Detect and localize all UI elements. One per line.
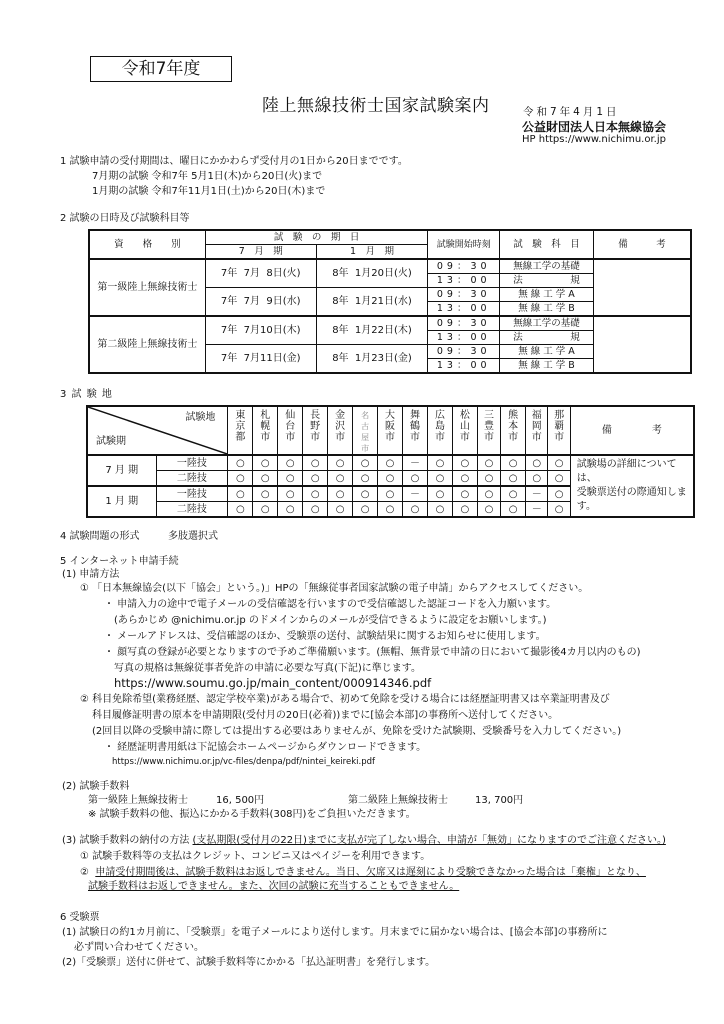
july-date-cell: 7年 7月 9日(水) <box>205 288 316 317</box>
section5-item2-line1: ② 科目免除希望(業務経歴、認定学校卒業)がある場合で、初めて免除を受ける場合には経歴証明書又は卒業証明書及び <box>80 694 610 705</box>
payment-item2-number: ② <box>80 867 89 878</box>
payment-deadline-warning: (支払期限(受付月の22日)までに支払が完了しない場合、申請が「無効」になりますのでご注意ください。) <box>192 835 666 846</box>
city-header <box>403 406 428 455</box>
city-name: 三豊市 <box>483 410 494 443</box>
start-time-cell: 13：00 <box>428 274 500 288</box>
available-mark: ○ <box>378 455 403 471</box>
payment-item2-line1 <box>80 866 646 880</box>
january-date-cell: 8年 1月22日(木) <box>316 316 428 345</box>
available-mark: ○ <box>452 486 477 502</box>
fee-second-value: 13, 700円 <box>475 795 524 806</box>
available-mark: ○ <box>477 486 500 502</box>
remarks-line: 受験票送付の際通知します。 <box>576 487 687 512</box>
city-name: 広島市 <box>434 410 445 443</box>
section3-heading: 3 試 験 地 <box>60 389 113 400</box>
section4-value: 多肢選択式 <box>168 531 218 542</box>
available-mark: ○ <box>378 486 403 502</box>
available-mark: ○ <box>278 471 303 487</box>
available-mark: ○ <box>303 486 328 502</box>
city-header <box>228 406 253 455</box>
corner-label-location: 試験地 <box>185 412 216 423</box>
city-name: 東京都 <box>235 410 246 443</box>
remarks-header: 備 考 <box>570 406 694 455</box>
available-mark: ○ <box>278 502 303 518</box>
available-mark: ○ <box>501 502 526 518</box>
available-mark: ○ <box>353 455 378 471</box>
section1-line-july: 7月期の試験 令和7年 5月1日(木)から20日(火)まで <box>92 171 323 182</box>
available-mark: ○ <box>228 471 253 487</box>
section6-line2: 必ず問い合わせてください。 <box>74 942 204 953</box>
start-time-cell: 13：00 <box>428 359 500 374</box>
schedule-row <box>89 259 691 274</box>
available-mark: ○ <box>278 486 303 502</box>
available-mark: ○ <box>452 502 477 518</box>
fee-second-label: 第二級陸上無線技術士 <box>348 795 448 806</box>
keireki-download-link[interactable]: https://www.nichimu.or.jp/vc-files/denpa/pdf/nintei_keireki.pdf <box>112 757 375 767</box>
fee-first-value: 16, 500円 <box>216 795 265 806</box>
available-mark: ○ <box>228 455 253 471</box>
available-mark: ○ <box>501 486 526 502</box>
city-header <box>328 406 353 455</box>
start-time-cell: 09：30 <box>428 316 500 331</box>
remarks-cell <box>593 259 691 316</box>
city-header <box>353 406 378 455</box>
subject-cell: 法 規 <box>500 331 594 345</box>
available-mark: ○ <box>403 502 428 518</box>
available-mark: ○ <box>403 471 428 487</box>
available-mark: ○ <box>477 455 500 471</box>
available-mark: ○ <box>501 471 526 487</box>
exam-schedule-table <box>88 229 692 374</box>
available-mark: ○ <box>328 471 353 487</box>
city-header <box>452 406 477 455</box>
section6-line1: (1) 試験日の約1カ月前に、「受験票」を電子メールにより送付します。月末までに届かない場合は、[協会本部]の事務所に <box>62 927 608 938</box>
location-row <box>87 455 694 471</box>
available-mark: ○ <box>548 455 570 471</box>
available-mark: ○ <box>427 486 452 502</box>
soumu-photo-link[interactable]: https://www.soumu.go.jp/main_content/000914346.pdf <box>114 676 432 690</box>
section5-sub1-item1: ① 「日本無線協会(以下「協会」という。)」HPの「無線従事者国家試験の電子申請」からアクセスしてください。 <box>80 583 589 594</box>
available-mark: ○ <box>228 502 253 518</box>
section6-heading: 6 受験票 <box>60 912 100 923</box>
available-mark: ○ <box>353 486 378 502</box>
available-mark: ○ <box>253 471 278 487</box>
available-mark: ○ <box>526 455 548 471</box>
subject-cell: 無 線 工 学 A <box>500 288 594 302</box>
year-label: 令和7年度 <box>90 56 232 82</box>
city-header <box>378 406 403 455</box>
license-type: 二陸技 <box>156 471 228 487</box>
available-mark: ○ <box>303 471 328 487</box>
subject-cell: 無線工学の基礎 <box>500 259 594 274</box>
july-date-cell: 7年 7月10日(木) <box>205 316 316 345</box>
qualification-cell: 第二級陸上無線技術士 <box>89 316 205 373</box>
section4-heading: 4 試験問題の形式 <box>60 531 140 542</box>
available-mark: ○ <box>328 486 353 502</box>
available-mark: ○ <box>477 471 500 487</box>
issue-date: 令和7年4月1日 <box>523 106 620 118</box>
license-type: 二陸技 <box>156 502 228 518</box>
payment-item1: ① 試験手数料等の支払はクレジット、コンビニ又はペイジーを利用できます。 <box>80 851 431 862</box>
header-subject: 試 験 科 目 <box>500 230 594 259</box>
available-mark: ○ <box>253 502 278 518</box>
city-header <box>501 406 526 455</box>
city-name: 長野市 <box>310 410 321 443</box>
available-mark: ○ <box>548 471 570 487</box>
subject-cell: 無 線 工 学 A <box>500 345 594 359</box>
header-remarks: 備 考 <box>593 230 691 259</box>
header-july: 7 月 期 <box>205 245 316 260</box>
section2-heading: 2 試験の日時及び試験科目等 <box>60 213 190 224</box>
city-name: 金沢市 <box>335 410 346 443</box>
city-name: 舞鶴市 <box>409 410 420 443</box>
city-header <box>526 406 548 455</box>
available-mark: ○ <box>253 486 278 502</box>
payment-method-heading: (3) 試験手数料の納付の方法 <box>62 835 190 846</box>
city-name: 札幌市 <box>260 410 271 443</box>
available-mark: ○ <box>526 471 548 487</box>
corner-label-period: 試験期 <box>96 436 126 447</box>
available-mark: ○ <box>452 455 477 471</box>
city-name: 熊本市 <box>508 410 519 443</box>
remarks-cell <box>570 455 694 517</box>
section5-sub1-heading: (1) 申請方法 <box>62 569 120 580</box>
section5-item2-bullet: ・ 経歴証明書用紙は下記協会ホームページからダウンロードできます。 <box>104 742 427 753</box>
available-mark: ○ <box>328 455 353 471</box>
available-mark: ○ <box>501 455 526 471</box>
available-mark: ○ <box>427 471 452 487</box>
refund-policy-text: 申請受付期間後は、試験手数料はお返しできません。当日、欠席又は遅刻により受験できなかった場合は「棄権」となり、 <box>95 867 646 878</box>
city-header <box>477 406 500 455</box>
city-header <box>278 406 303 455</box>
section5-item2-line3: (2回目以降の受験申請に際しては提出する必要はありませんが、免除を受けた試験期、受験番号を入力してください。) <box>92 726 622 737</box>
section5-sub3-heading <box>62 834 666 848</box>
unavailable-mark: － <box>526 486 548 502</box>
schedule-row <box>89 316 691 331</box>
available-mark: ○ <box>303 502 328 518</box>
payment-item2-line2: 試験手数料はお返しできません。また、次回の試験に充当することもできません。 <box>88 881 460 892</box>
license-type: 一陸技 <box>156 486 228 502</box>
subject-cell: 無線工学の基礎 <box>500 316 594 331</box>
city-header <box>253 406 278 455</box>
unavailable-mark: － <box>403 455 428 471</box>
subject-cell: 法 規 <box>500 274 594 288</box>
unavailable-mark: － <box>526 502 548 518</box>
available-mark: ○ <box>353 502 378 518</box>
city-name: 名古屋市 <box>361 411 370 453</box>
city-name: 大阪市 <box>385 410 396 443</box>
city-header <box>303 406 328 455</box>
available-mark: ○ <box>278 455 303 471</box>
city-name: 福岡市 <box>531 410 542 443</box>
header-qualification: 資 格 別 <box>89 230 205 259</box>
available-mark: ○ <box>548 486 570 502</box>
section1-line-january: 1月期の試験 令和7年11月1日(土)から20日(木)まで <box>92 186 326 197</box>
section5-bullet-1-note: (あらかじめ @nichimu.or.jp のドメインからのメールが受信できるように設定をお願いします。) <box>114 615 547 626</box>
available-mark: ○ <box>452 471 477 487</box>
header-january: 1 月 期 <box>316 245 428 260</box>
start-time-cell: 13：00 <box>428 302 500 317</box>
available-mark: ○ <box>328 502 353 518</box>
available-mark: ○ <box>378 471 403 487</box>
available-mark: ○ <box>548 502 570 518</box>
subject-cell: 無 線 工 学 B <box>500 359 594 374</box>
subject-cell: 無 線 工 学 B <box>500 302 594 317</box>
organization-name: 公益財団法人日本無線協会 <box>522 120 667 134</box>
page-title: 陸上無線技術士国家試験案内 <box>262 96 490 116</box>
available-mark: ○ <box>477 502 500 518</box>
city-name: 仙台市 <box>285 410 296 443</box>
fee-note: ※ 試験手数料の他、振込にかかる手数料(308円)をご負担いただきます。 <box>88 809 416 820</box>
july-date-cell: 7年 7月11日(金) <box>205 345 316 374</box>
corner-cell <box>87 406 228 455</box>
available-mark: ○ <box>427 502 452 518</box>
start-time-cell: 13：00 <box>428 331 500 345</box>
available-mark: ○ <box>303 455 328 471</box>
january-date-cell: 8年 1月20日(火) <box>316 259 428 288</box>
section5-sub2-heading: (2) 試験手数料 <box>62 781 130 792</box>
section5-bullet-2: ・ メールアドレスは、受信確認のほか、受験票の送付、試験結果に関するお知らせに使用します。 <box>104 631 546 642</box>
period-label: 1 月 期 <box>87 486 156 517</box>
start-time-cell: 09：30 <box>428 345 500 359</box>
city-header <box>548 406 570 455</box>
section5-bullet-3: ・ 顔写真の登録が必要となりますので予めご準備願います。(無帽、無背景で申請の日において撮影後4カ月以内のもの) <box>104 647 641 658</box>
january-date-cell: 8年 1月21日(水) <box>316 288 428 317</box>
section6-line3: (2)「受験票」送付に併せて、試験手数料等にかかる「払込証明書」を発行します。 <box>62 957 436 968</box>
section5-heading: 5 インターネット申請手続 <box>60 556 179 567</box>
remarks-cell <box>593 316 691 373</box>
qualification-cell: 第一級陸上無線技術士 <box>89 259 205 316</box>
available-mark: ○ <box>378 502 403 518</box>
section5-item2-line2: 科目履修証明書の原本を申請期限(受付月の20日(必着))までに[協会本部]の事務所へ送付してください。 <box>92 710 559 721</box>
section5-bullet-3-note: 写真の規格は無線従事者免許の申請に必要な写真(下記)に準じます。 <box>114 663 422 674</box>
city-name: 那覇市 <box>554 410 565 443</box>
fee-first-label: 第一級陸上無線技術士 <box>88 795 188 806</box>
available-mark: ○ <box>427 455 452 471</box>
available-mark: ○ <box>253 455 278 471</box>
homepage-link[interactable]: HP https://www.nichimu.or.jp <box>522 134 666 145</box>
period-label: 7 月 期 <box>87 455 156 486</box>
start-time-cell: 09：30 <box>428 288 500 302</box>
section5-bullet-1: ・ 申請入力の途中で電子メールの受信確認を行いますので受信確認した認証コードを入力願います。 <box>104 599 557 610</box>
available-mark: ○ <box>228 486 253 502</box>
city-name: 松山市 <box>459 410 470 443</box>
header-start-time: 試験開始時刻 <box>428 230 500 259</box>
license-type: 一陸技 <box>156 455 228 471</box>
available-mark: ○ <box>353 471 378 487</box>
unavailable-mark: － <box>403 486 428 502</box>
july-date-cell: 7年 7月 8日(火) <box>205 259 316 288</box>
header-exam-dates: 試 験 の 期 日 <box>205 230 428 245</box>
remarks-line: 試験場の詳細については、 <box>576 459 677 484</box>
start-time-cell: 09：30 <box>428 259 500 274</box>
january-date-cell: 8年 1月23日(金) <box>316 345 428 374</box>
city-header <box>427 406 452 455</box>
exam-locations-table <box>86 405 695 518</box>
section1-heading: 1 試験申請の受付期間は、曜日にかかわらず受付月の1日から20日までです。 <box>60 156 408 167</box>
